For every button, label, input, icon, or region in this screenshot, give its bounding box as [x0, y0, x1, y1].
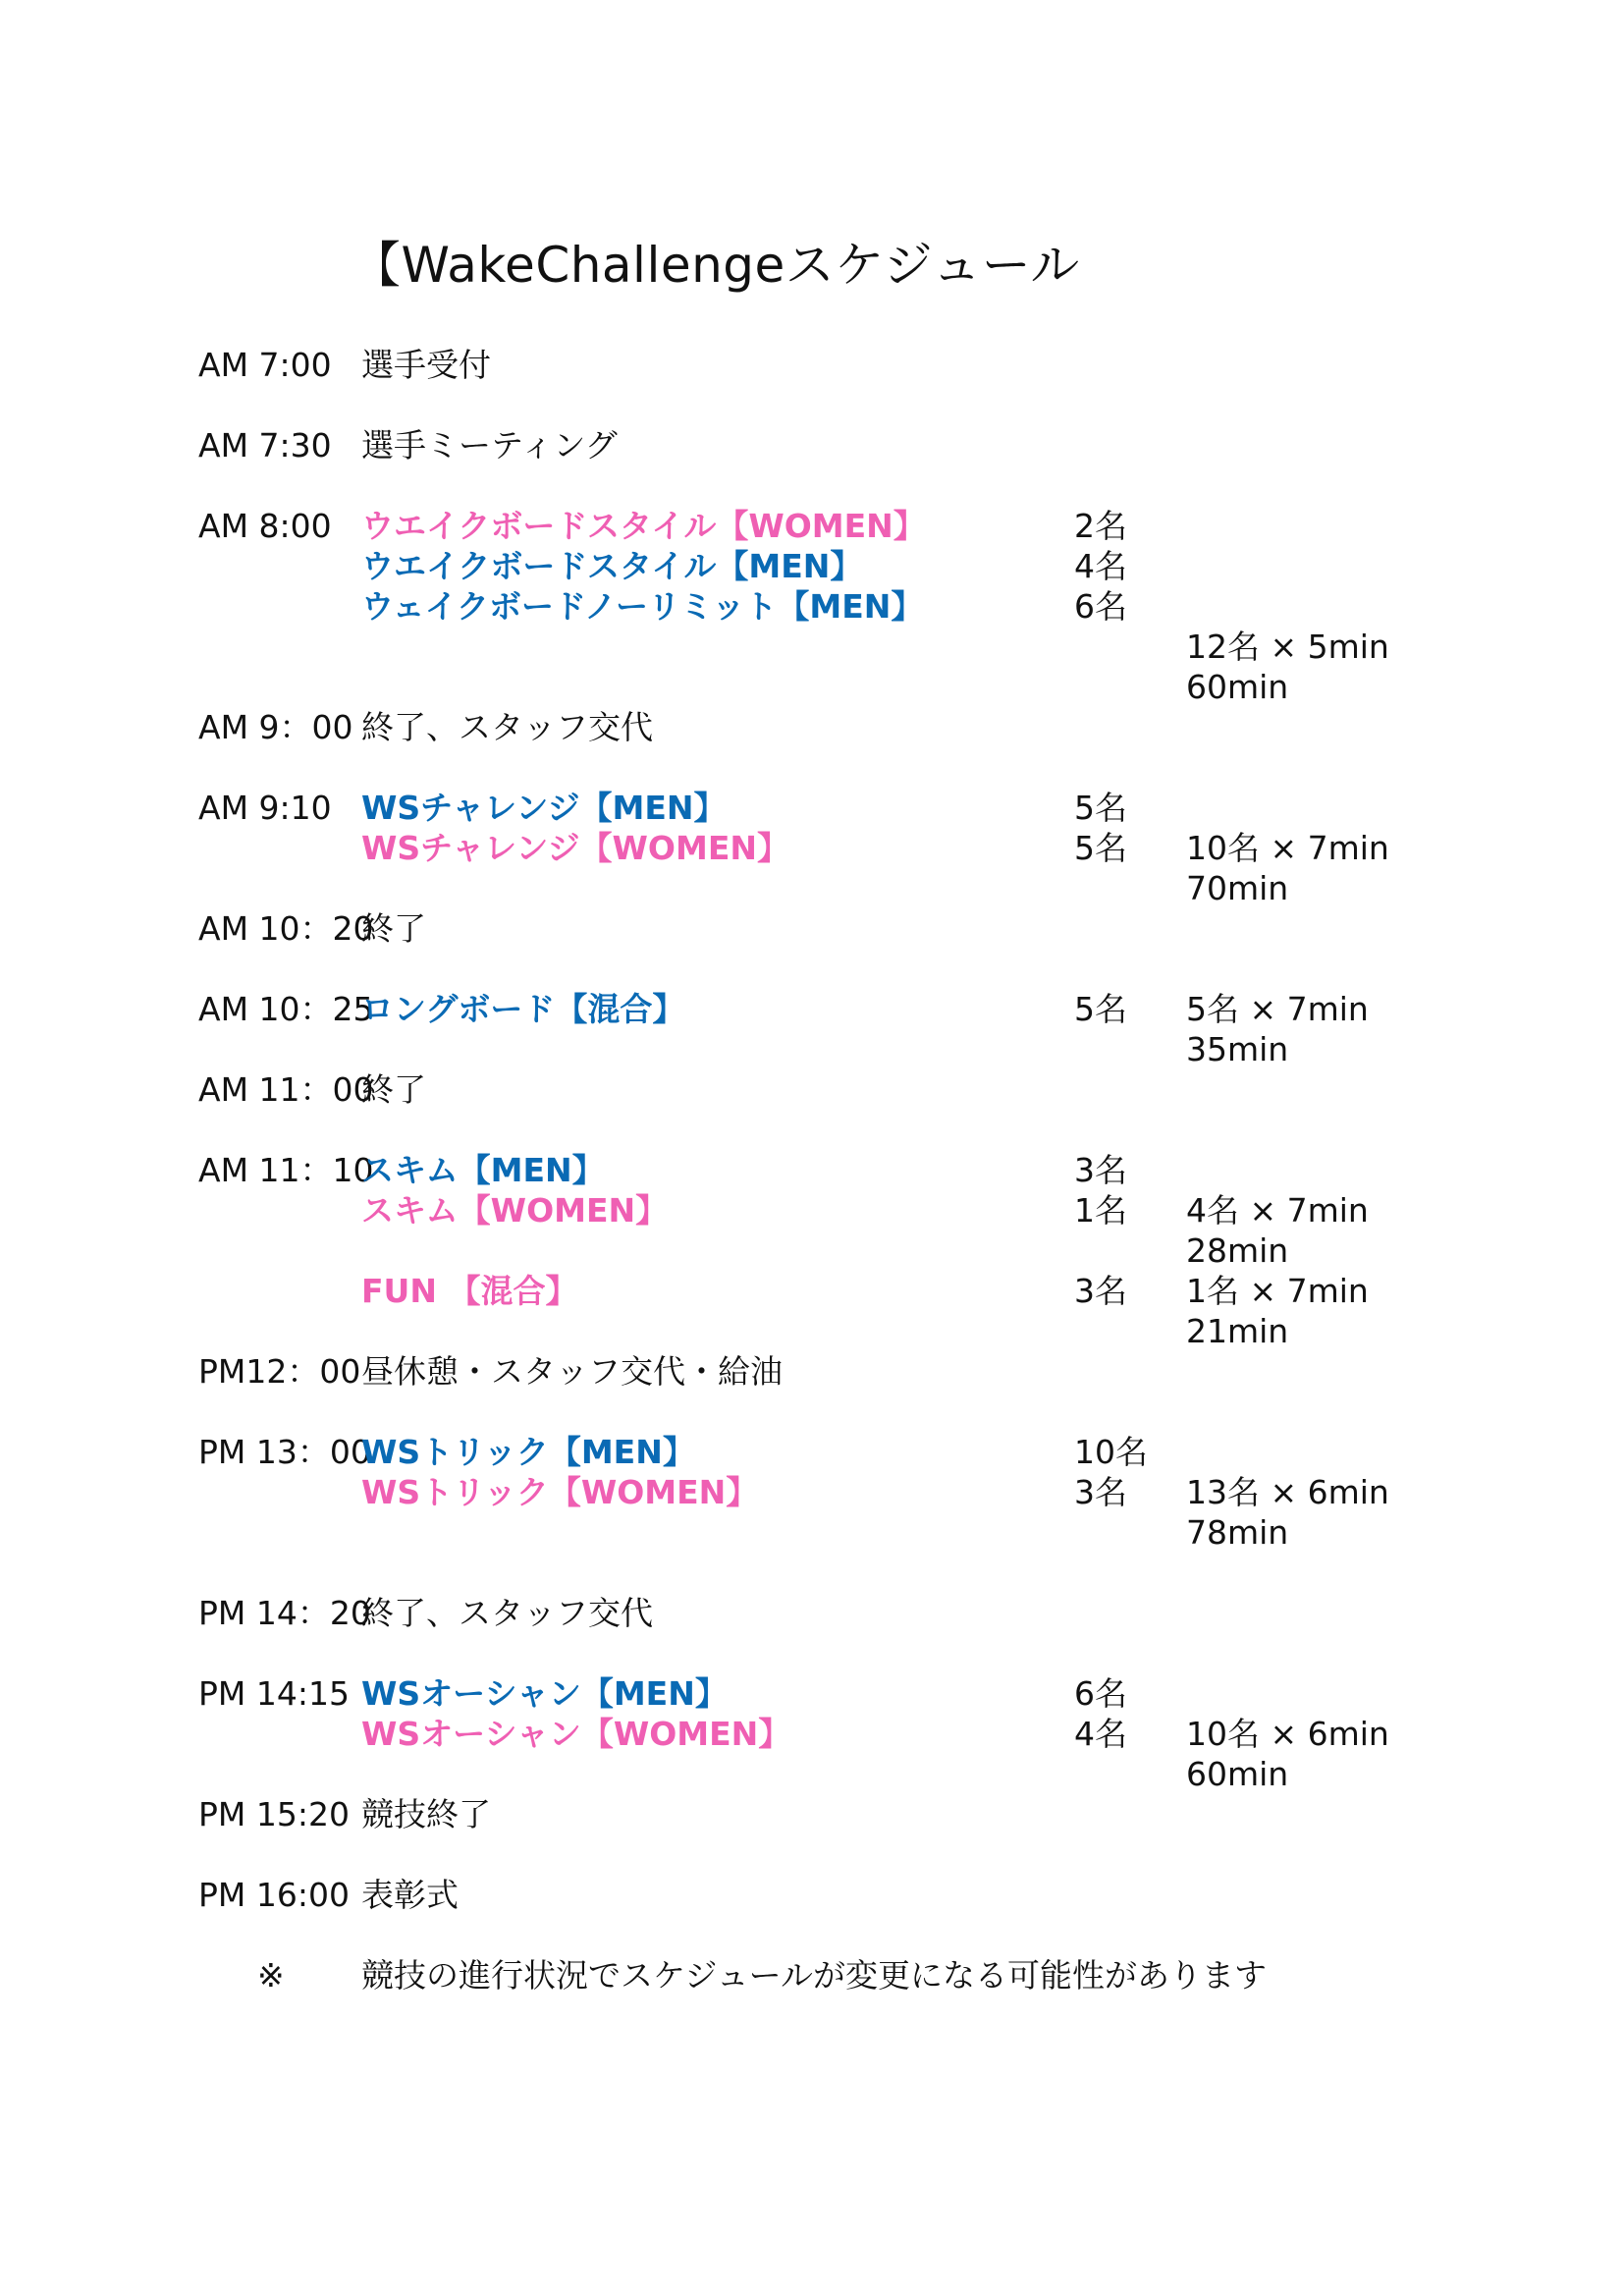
participant-count: 1名 — [1074, 1191, 1127, 1230]
time-label: AM 7:00 — [198, 346, 332, 384]
time-label: PM12：00 — [198, 1352, 361, 1391]
duration-total: 21min — [1186, 1312, 1289, 1350]
activity-label: 終了、スタッフ交代 — [361, 1594, 653, 1632]
activity-label: 表彰式 — [361, 1876, 459, 1914]
activity-label: 競技終了 — [361, 1795, 491, 1833]
duration-total: 35min — [1186, 1030, 1289, 1068]
participant-count: 10名 — [1074, 1433, 1148, 1471]
participant-count: 3名 — [1074, 1151, 1127, 1189]
participant-count: 3名 — [1074, 1272, 1127, 1310]
duration-calc: 10名 × 6min — [1186, 1715, 1389, 1753]
event-name: WSトリック【WOMEN】 — [361, 1473, 759, 1511]
time-label: PM 14：20 — [198, 1594, 371, 1632]
time-label: PM 16:00 — [198, 1876, 350, 1914]
participant-count: 5名 — [1074, 789, 1127, 827]
time-label: AM 8:00 — [198, 507, 332, 545]
event-name: ウエイクボードスタイル【MEN】 — [361, 547, 863, 585]
activity-label: 終了 — [361, 1070, 426, 1109]
activity-label: 選手受付 — [361, 346, 491, 384]
duration-calc: 12名 × 5min — [1186, 628, 1389, 666]
time-label: AM 11：00 — [198, 1070, 374, 1109]
time-label: PM 13：00 — [198, 1433, 371, 1471]
event-name: ウェイクボードノーリミット【MEN】 — [361, 587, 924, 626]
page-title: 【WakeChallengeスケジュール — [352, 237, 1080, 294]
event-name: ウエイクボードスタイル【WOMEN】 — [361, 507, 926, 545]
duration-total: 70min — [1186, 869, 1289, 907]
schedule-note: 競技の進行状況でスケジュールが変更になる可能性があります — [361, 1956, 1268, 1995]
duration-total: 28min — [1186, 1231, 1289, 1270]
time-label: AM 10：20 — [198, 909, 374, 948]
event-name: WSチャレンジ【MEN】 — [361, 789, 727, 827]
event-name: WSチャレンジ【WOMEN】 — [361, 829, 789, 867]
duration-total: 78min — [1186, 1513, 1289, 1552]
event-name: FUN 【混合】 — [361, 1272, 578, 1310]
participant-count: 4名 — [1074, 547, 1127, 585]
note-mark: ※ — [257, 1956, 285, 1995]
time-label: AM 10：25 — [198, 990, 374, 1028]
activity-label: 終了 — [361, 909, 426, 948]
participant-count: 2名 — [1074, 507, 1127, 545]
event-name: WSオーシャン【WOMEN】 — [361, 1715, 791, 1753]
duration-calc: 1名 × 7min — [1186, 1272, 1369, 1310]
time-label: AM 11：10 — [198, 1151, 374, 1189]
time-label: PM 14:15 — [198, 1674, 350, 1713]
event-name: スキム【MEN】 — [361, 1151, 605, 1189]
duration-calc: 13名 × 6min — [1186, 1473, 1389, 1511]
time-label: AM 9：00 — [198, 708, 353, 746]
activity-label: 昼休憩・スタッフ交代・給油 — [361, 1352, 783, 1391]
duration-calc: 10名 × 7min — [1186, 829, 1389, 867]
participant-count: 6名 — [1074, 1674, 1127, 1713]
event-name: ロングボード【混合】 — [361, 990, 685, 1028]
activity-label: 選手ミーティング — [361, 426, 618, 465]
participant-count: 4名 — [1074, 1715, 1127, 1753]
time-label: AM 9:10 — [198, 789, 332, 827]
duration-total: 60min — [1186, 668, 1289, 706]
participant-count: 5名 — [1074, 829, 1127, 867]
participant-count: 6名 — [1074, 587, 1127, 626]
duration-total: 60min — [1186, 1755, 1289, 1793]
duration-calc: 4名 × 7min — [1186, 1191, 1369, 1230]
participant-count: 3名 — [1074, 1473, 1127, 1511]
time-label: AM 7:30 — [198, 426, 332, 465]
event-name: WSオーシャン【MEN】 — [361, 1674, 728, 1713]
event-name: WSトリック【MEN】 — [361, 1433, 695, 1471]
activity-label: 終了、スタッフ交代 — [361, 708, 653, 746]
participant-count: 5名 — [1074, 990, 1127, 1028]
duration-calc: 5名 × 7min — [1186, 990, 1369, 1028]
time-label: PM 15:20 — [198, 1795, 350, 1833]
event-name: スキム【WOMEN】 — [361, 1191, 669, 1230]
